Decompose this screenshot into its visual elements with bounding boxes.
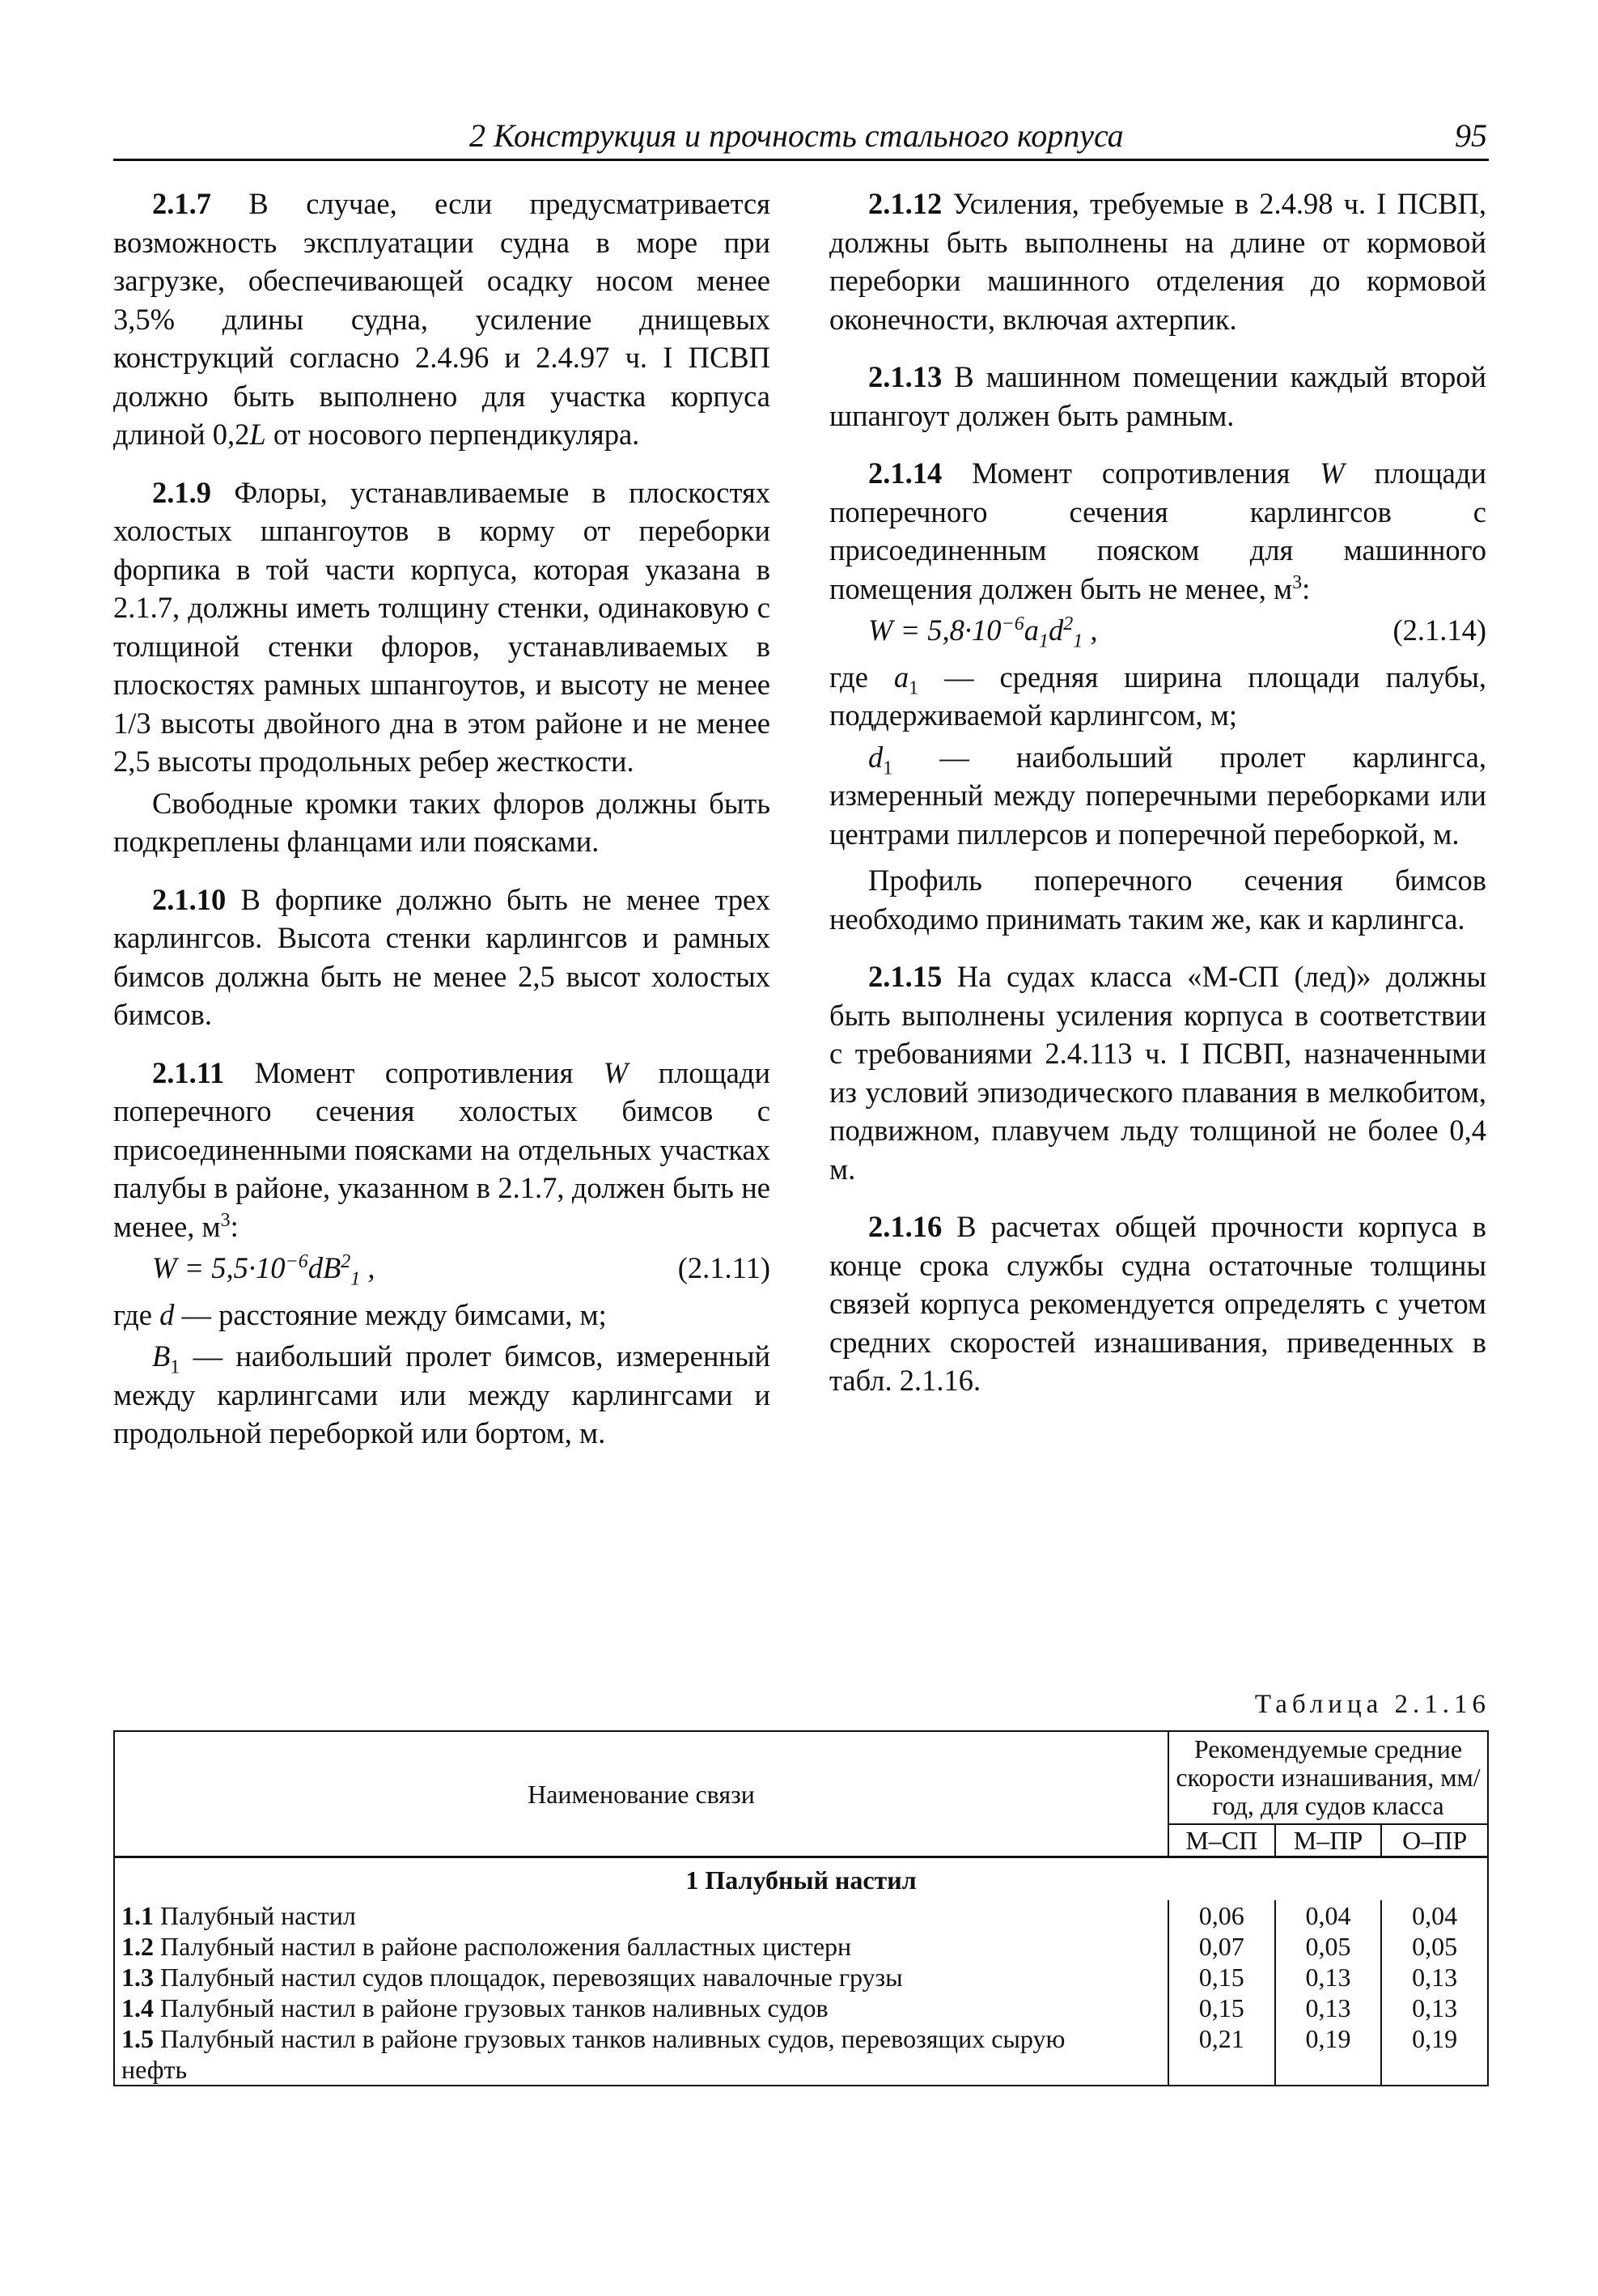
table-row [114, 2023, 1488, 2086]
row-name: 1.3 Палубный настил судов площадок, перевозящих навалочные грузы [114, 1962, 1168, 1993]
column-header-class: О–ПР [1381, 1824, 1488, 1857]
group-title: 1 Палубный настил [114, 1857, 1488, 1901]
definition-B1: $B_1$ — наибольший пролет бимсов, измеренный между карлингсами или между карлингсами и продольной переборкой или бортом, м. [113, 1339, 770, 1449]
formula-2-1-14 [829, 611, 1486, 650]
table-group-row [114, 1857, 1488, 1901]
column-header-class: М–СП [1168, 1824, 1275, 1857]
formula-expression: $W = 5,8\cdot 10^{-6}a_1d^2_1$ , [868, 613, 1098, 652]
clause-2-1-10: 2.1.10 В форпике должно быть не менее трех карлингсов. Высота стенки карлингсов и рамных бимсов должна быть не менее 2,5 высот холостых бимсов. [113, 882, 770, 1031]
column-header-rates: Рекомендуемые средние скорости изнашивания, мм/год, для судов класса [1168, 1731, 1488, 1824]
value-cell: 0,13 [1381, 1993, 1488, 2023]
clause-2-1-15: 2.1.15 На судах класса «М-СП (лед)» должны быть выполнены усиления корпуса в соответствии с требованиями 2.4.113 ч. I ПСВП, назначенными из условий эпизодического плавания в мелкобитом, подвижном, плавучем льду толщиной не более 0,4 м. [829, 960, 1486, 1186]
value-cell: 0,19 [1381, 2023, 1488, 2086]
value-cell: 0,15 [1168, 1962, 1275, 1993]
clause-2-1-16: 2.1.16 В расчетах общей прочности корпуса в конце срока службы судна остаточные толщины связей корпуса рекомендуется определять с учетом средних скоростей изнашивания, приведенных в табл. 2.1.16. [829, 1210, 1486, 1397]
value-cell: 0,07 [1168, 1931, 1275, 1962]
clause-2-1-9: 2.1.9 Флоры, устанавливаемые в плоскостях холостых шпангоутов в корму от переборки форпика в той части корпуса, которая указана в 2.1.7, должны иметь толщину стенки, одинаковую с толщиной стенки флоров, устанавливаемых в плоскостях рамных шпангоутов, и высоту не менее 1/3 высоты двойного дна в этом районе и не менее 2,5 высоты продольных ребер жесткости. [113, 475, 770, 778]
right-column [829, 185, 1486, 1420]
clause-2-1-13: 2.1.13 В машинном помещении каждый второй шпангоут должен быть рамным. [829, 360, 1486, 432]
value-cell: 0,13 [1275, 1962, 1382, 1993]
definition-d1: $d_1$ — наибольший пролет карлингса, измеренный между поперечными переборками или центрами пиллерсов и поперечной переборкой, м. [829, 740, 1486, 851]
clause-2-1-14-continued: Профиль поперечного сечения бимсов необходимо принимать таким же, как и карлингса. [829, 864, 1486, 936]
left-column [113, 185, 770, 1454]
value-cell: 0,05 [1381, 1931, 1488, 1962]
definition-a1: где $a_1$ — средняя ширина площади палубы, поддерживаемой карлингсом, м; [829, 660, 1486, 732]
formula-2-1-11 [113, 1249, 770, 1288]
equation-number: (2.1.11) [677, 1251, 770, 1284]
clause-2-1-12: 2.1.12 Усиления, требуемые в 2.4.98 ч. I ПСВП, должны быть выполнены на длине от кормовой переборки машинного отделения до кормовой оконечности, включая ахтерпик. [829, 187, 1486, 336]
table-caption: Таблица 2.1.16 [1254, 1690, 1490, 1719]
definition-d: где d — расстояние между бимсами, м; [113, 1297, 607, 1331]
value-cell: 0,15 [1168, 1993, 1275, 2023]
clause-2-1-14: 2.1.14 Момент сопротивления W площади поперечного сечения карлингсов с присоединенным пояском для машинного помещения должен быть не менее, $м^3$: [829, 456, 1486, 605]
clause-2-1-9-continued: Свободные кромки таких флоров должны быть подкреплены фланцами или поясками. [113, 786, 770, 858]
value-cell: 0,06 [1168, 1900, 1275, 1931]
wear-rates-table [113, 1730, 1489, 2086]
value-cell: 0,04 [1381, 1900, 1488, 1931]
running-header [113, 113, 1489, 161]
page-number: 95 [1455, 117, 1487, 154]
value-cell: 0,04 [1275, 1900, 1382, 1931]
value-cell: 0,19 [1275, 2023, 1382, 2086]
value-cell: 0,05 [1275, 1931, 1382, 1962]
value-cell: 0,21 [1168, 2023, 1275, 2086]
clause-2-1-7: 2.1.7 В случае, если предусматривается возможность эксплуатации судна в море при загрузке, обеспечивающей осадку носом менее 3,5% длины судна, усиление днищевых конструкций согласно 2.4.96 и 2.4.97 ч. I ПСВП должно быть выполнено для участка корпуса длиной 0,2L от носового перпендикуляра. [113, 187, 770, 451]
table-row [114, 1900, 1488, 1931]
formula-expression: $W = 5,5\cdot 10^{-6}dB^2_1$ , [152, 1250, 375, 1290]
row-name: 1.2 Палубный настил в районе расположения балластных цистерн [114, 1931, 1168, 1962]
equation-number: (2.1.14) [1392, 613, 1486, 647]
clause-2-1-11: 2.1.11 Момент сопротивления W площади поперечного сечения холостых бимсов с присоединенными поясками на отдельных участках палубы в районе, указанном в 2.1.7, должен быть не менее, $м^3$: [113, 1055, 770, 1243]
table-row [114, 1931, 1488, 1962]
column-header-name: Наименование связи [114, 1731, 1168, 1857]
running-title: 2 Конструкция и прочность стального корпуса [469, 117, 1124, 154]
table-row [114, 1993, 1488, 2023]
row-name: 1.4 Палубный настил в районе грузовых танков наливных судов [114, 1993, 1168, 2023]
value-cell: 0,13 [1381, 1962, 1488, 1993]
row-name: 1.5 Палубный настил в районе грузовых танков наливных судов, перевозящих сырую нефть [114, 2023, 1168, 2086]
row-name: 1.1 Палубный настил [114, 1900, 1168, 1931]
value-cell: 0,13 [1275, 1993, 1382, 2023]
table-row [114, 1962, 1488, 1993]
column-header-class: М–ПР [1275, 1824, 1382, 1857]
